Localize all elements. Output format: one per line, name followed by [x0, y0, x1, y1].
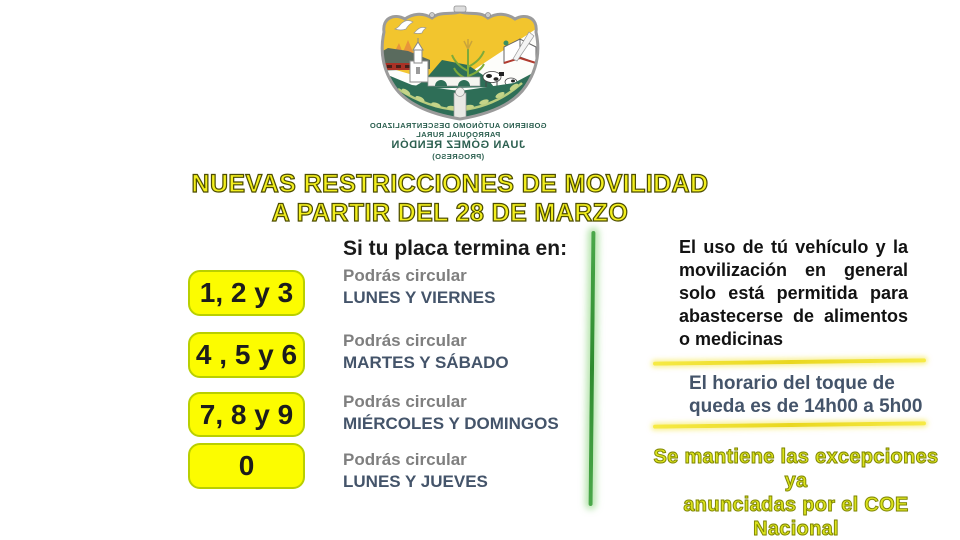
- yellow-rule-bottom: [653, 421, 926, 428]
- crest-caption-line: JUAN GÓMEZ RENDÓN: [390, 139, 526, 151]
- notice-line: o medicinas: [679, 329, 784, 349]
- yellow-rule-top: [653, 358, 926, 365]
- curfew-line: queda es de 14h00 a 5h00: [689, 396, 923, 417]
- curfew-line: El horario del toque de: [689, 373, 895, 394]
- vehicle-use-notice: [679, 236, 908, 351]
- exceptions-line: anunciadas por el COE Nacional: [683, 494, 909, 540]
- notice-line: El uso de tú vehículo y la: [679, 237, 908, 257]
- plate-ending-heading: Si tu placa termina en:: [343, 237, 568, 260]
- notice-line: movilización en general: [679, 260, 908, 280]
- permit-label: Podrás circular: [343, 266, 467, 285]
- permit-label: Podrás circular: [343, 331, 467, 350]
- parish-crest-caption: [338, 121, 578, 161]
- page-title: [150, 170, 750, 228]
- notice-line: abastecerse de alimentos: [679, 306, 908, 326]
- exceptions-notice: [645, 445, 947, 540]
- exceptions-line: Se mantiene las excepciones ya: [653, 446, 939, 492]
- circulation-row: [343, 330, 593, 374]
- circulation-row: [343, 265, 593, 309]
- permit-label: Podrás circular: [343, 450, 467, 469]
- plate-box-7-8-9: 7, 8 y 9: [188, 392, 305, 437]
- circulation-row: [343, 449, 593, 493]
- allowed-days: MIÉRCOLES Y DOMINGOS: [343, 414, 559, 433]
- plate-box-1-2-3: 1, 2 y 3: [188, 270, 305, 316]
- allowed-days: LUNES Y VIERNES: [343, 288, 496, 307]
- crest-caption-line: (PROGRESO): [431, 152, 485, 161]
- page-title-line-2: A PARTIR DEL 28 DE MARZO: [271, 199, 629, 227]
- page-title-line-1: NUEVAS RESTRICCIONES DE MOVILIDAD: [191, 170, 709, 198]
- circulation-row: [343, 391, 593, 435]
- parish-crest-icon: [372, 5, 548, 123]
- crest-caption-line: PARROQUIAL RURAL: [415, 130, 501, 139]
- allowed-days: MARTES Y SÁBADO: [343, 353, 509, 372]
- crest-caption-line: GOBIERNO AUTÓNOMO DESCENTRALIZADO: [369, 121, 547, 130]
- permit-label: Podrás circular: [343, 392, 467, 411]
- allowed-days: LUNES Y JUEVES: [343, 472, 488, 491]
- notice-line: solo está permitida para: [679, 283, 908, 303]
- curfew-notice: [689, 372, 934, 418]
- plate-box-4-5-6: 4 , 5 y 6: [188, 332, 305, 378]
- plate-box-0: 0: [188, 443, 305, 489]
